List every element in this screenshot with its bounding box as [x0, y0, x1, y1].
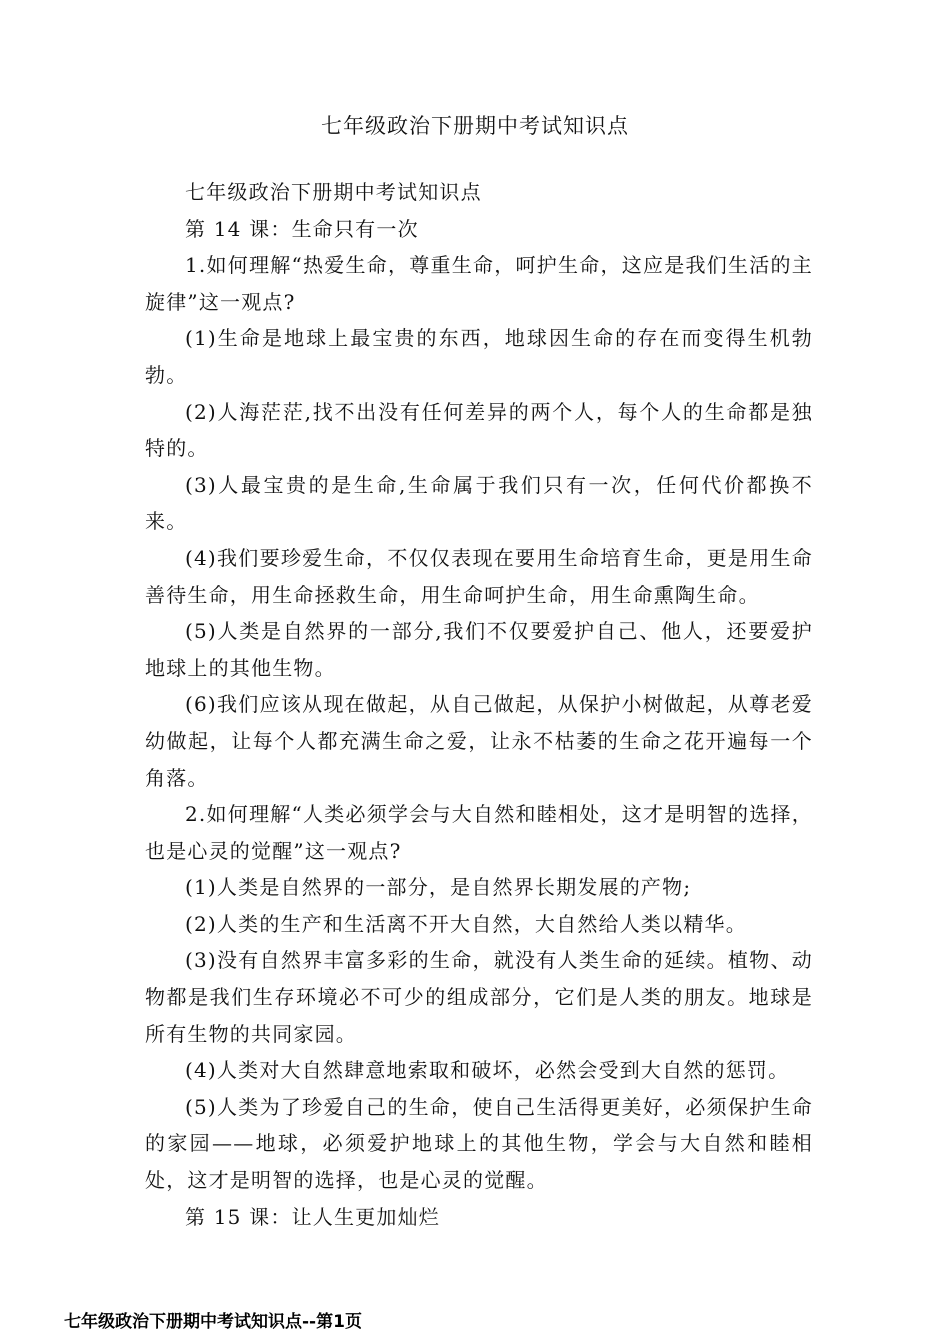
answer-item: (3)人最宝贵的是生命,生命属于我们只有一次，任何代价都换不来。 [145, 472, 813, 534]
answer-item: (3)没有自然界丰富多彩的生命，就没有人类生命的延续。植物、动物都是我们生存环境必不可少的组成部分，它们是人类的朋友。地球是所有生物的共同家园。 [145, 948, 813, 1046]
lesson-heading: 第 14 课：生命只有一次 [185, 216, 419, 241]
document-body [145, 174, 813, 1235]
answer-item: (2)人类的生产和生活离不开大自然，大自然给人类以精华。 [185, 911, 747, 936]
answer-item: (6)我们应该从现在做起，从自己做起，从保护小树做起，从尊老爱幼做起，让每个人都充满生命之爱，让永不枯萎的生命之花开遍每一个角落。 [145, 692, 813, 790]
answer-item: (1)人类是自然界的一部分，是自然界长期发展的产物; [185, 875, 692, 900]
answer-item: (5)人类为了珍爱自己的生命，使自己生活得更美好，必须保护生命的家园——地球，必须爱护地球上的其他生物，学会与大自然和睦相处，这才是明智的选择，也是心灵的觉醒。 [145, 1094, 813, 1193]
answer-item: (4)我们要珍爱生命，不仅仅表现在要用生命培育生命，更是用生命善待生命，用生命拯救生命，用生命呵护生命，用生命熏陶生命。 [145, 545, 813, 607]
document-title: 七年级政治下册期中考试知识点 [321, 114, 629, 138]
answer-item: (5)人类是自然界的一部分,我们不仅要爱护自己、他人，还要爱护地球上的其他生物。 [145, 619, 813, 680]
answer-item: (1)生命是地球上最宝贵的东西，地球因生命的存在而变得生机勃勃。 [145, 326, 813, 387]
page-footer: 七年级政治下册期中考试知识点--第1页 [64, 1312, 362, 1332]
question-heading: 1.如何理解“热爱生命，尊重生命，呵护生命，这应是我们生活的主旋律”这一观点? [145, 253, 813, 314]
paragraph: 七年级政治下册期中考试知识点 [185, 180, 482, 204]
answer-item: (4)人类对大自然肆意地索取和破坏，必然会受到大自然的惩罚。 [185, 1058, 790, 1083]
question-heading: 2.如何理解“人类必须学会与大自然和睦相处，这才是明智的选择，也是心灵的觉醒”这一观点? [145, 802, 813, 863]
lesson-heading: 第 15 课：让人生更加灿烂 [185, 1204, 440, 1229]
answer-item: (2)人海茫茫,找不出没有任何差异的两个人，每个人的生命都是独特的。 [145, 399, 813, 461]
